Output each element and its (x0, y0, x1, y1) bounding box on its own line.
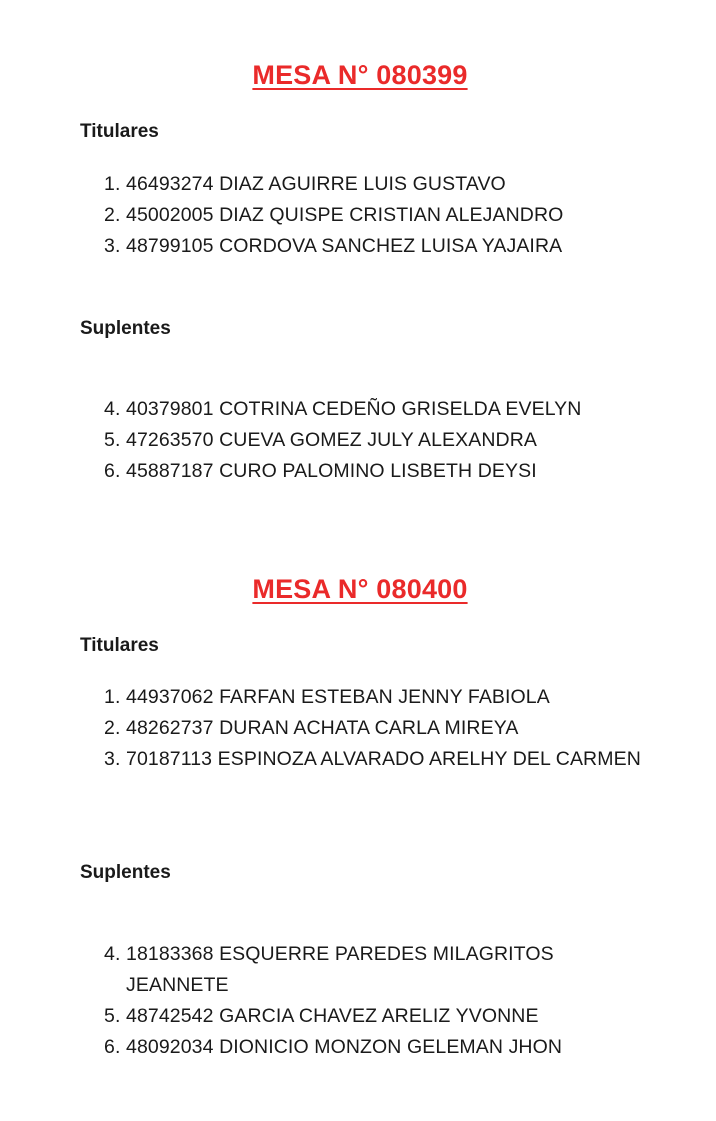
suplentes-heading: Suplentes (80, 862, 171, 883)
item-number: 4. (104, 398, 121, 420)
list-item (0, 425, 716, 456)
titulares-list (0, 169, 716, 262)
item-text: 70187113 ESPINOZA ALVARADO ARELHY DEL CARMEN (126, 748, 641, 770)
item-number: 3. (104, 748, 121, 770)
item-text: 44937062 FARFAN ESTEBAN JENNY FABIOLA (126, 686, 550, 708)
suplentes-heading: Suplentes (80, 318, 171, 339)
item-text: 48742542 GARCIA CHAVEZ ARELIZ YVONNE (126, 1005, 539, 1027)
list-item (0, 394, 716, 425)
item-text: 47263570 CUEVA GOMEZ JULY ALEXANDRA (126, 429, 538, 451)
item-number: 2. (104, 204, 121, 226)
item-number: 6. (104, 1036, 121, 1058)
item-text: 18183368 ESQUERRE PAREDES MILAGRITOS JEANNETE (126, 943, 554, 996)
suplentes-list (0, 939, 716, 1063)
titulares-heading: Titulares (80, 635, 159, 656)
item-text: 45887187 CURO PALOMINO LISBETH DEYSI (126, 460, 537, 482)
item-text: 48092034 DIONICIO MONZON GELEMAN JHON (126, 1036, 563, 1058)
item-text: 48262737 DURAN ACHATA CARLA MIREYA (126, 717, 519, 739)
list-item (0, 231, 716, 262)
list-item (0, 1032, 716, 1063)
list-item (0, 744, 716, 775)
mesa-title: MESA N° 080399 (252, 60, 468, 90)
item-number: 5. (104, 429, 121, 451)
item-text: 45002005 DIAZ QUISPE CRISTIAN ALEJANDRO (126, 204, 564, 226)
suplentes-list (0, 394, 716, 487)
titulares-list (0, 682, 716, 775)
item-number: 2. (104, 717, 121, 739)
item-number: 4. (104, 943, 121, 965)
item-number: 5. (104, 1005, 121, 1027)
list-item (0, 1001, 716, 1032)
item-number: 1. (104, 173, 121, 195)
list-item (0, 939, 716, 1001)
list-item (0, 682, 716, 713)
item-text: 40379801 COTRINA CEDEÑO GRISELDA EVELYN (126, 398, 582, 420)
item-text: 48799105 CORDOVA SANCHEZ LUISA YAJAIRA (126, 235, 563, 257)
list-item (0, 713, 716, 744)
list-item (0, 169, 716, 200)
list-item (0, 456, 716, 487)
item-text: 46493274 DIAZ AGUIRRE LUIS GUSTAVO (126, 173, 506, 195)
list-item (0, 200, 716, 231)
titulares-heading: Titulares (80, 121, 159, 142)
item-number: 1. (104, 686, 121, 708)
item-number: 6. (104, 460, 121, 482)
item-number: 3. (104, 235, 121, 257)
mesa-title: MESA N° 080400 (252, 574, 468, 604)
